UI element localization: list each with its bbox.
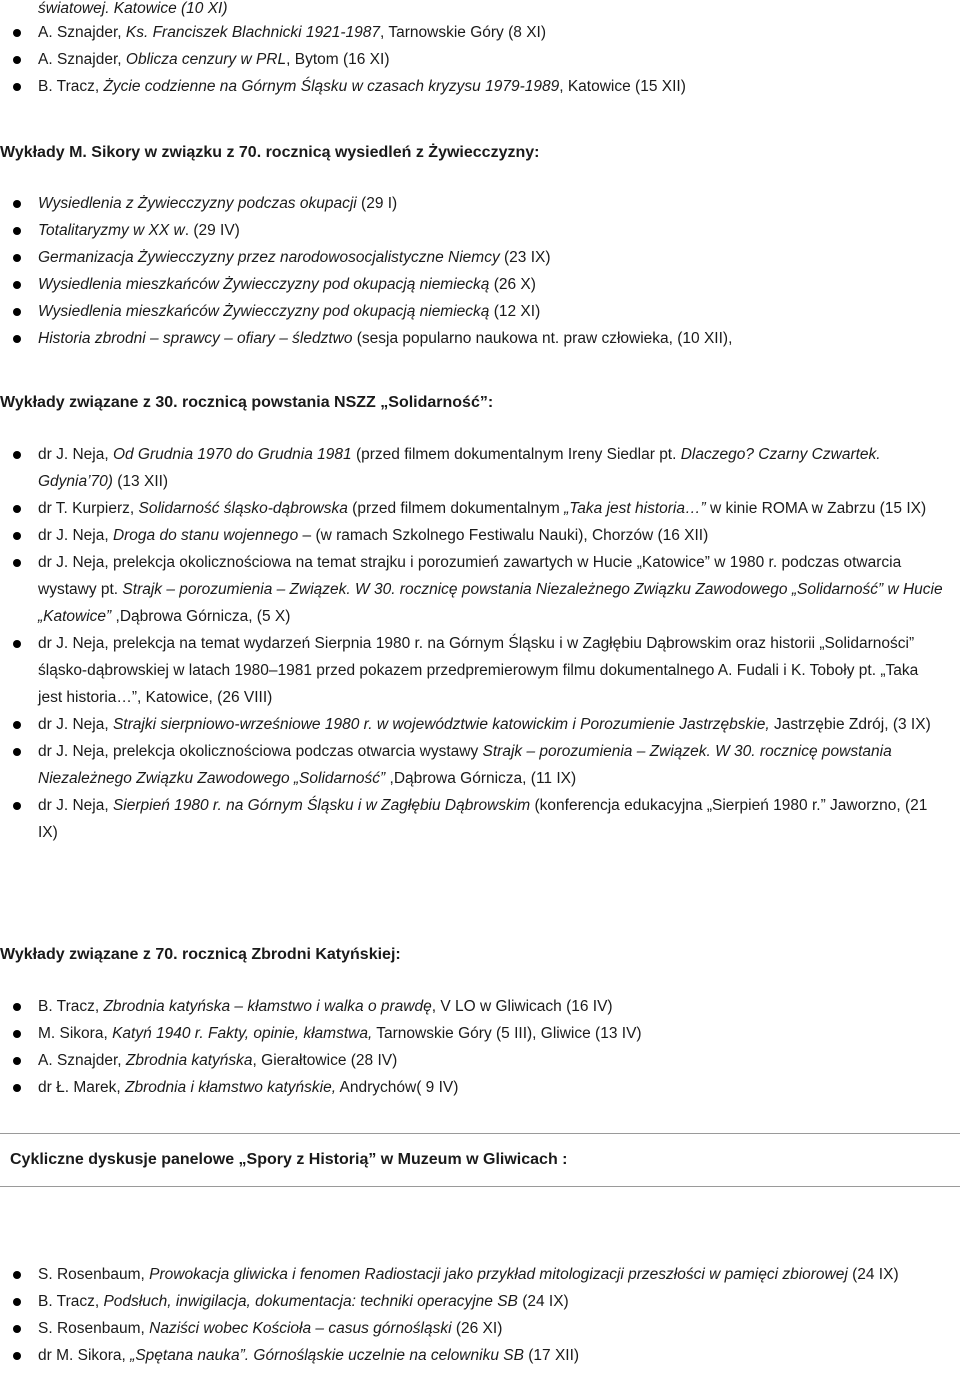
list-item: dr J. Neja, prelekcja okolicznościowa na temat strajku i porozumień zawartych w Hucie „Katowice” w 1980 r. podczas otwarcia wystawy pt. Strajk – porozumienia – Związek. W 30. rocznicę powstania Niezależnego Związku Zawodowego „Solidarność” w Hucie „Katowice” ,Dąbrowa Górnicza, (5 X) xyxy=(0,549,960,630)
lectures-list-2 xyxy=(0,190,960,352)
list-item: Historia zbrodni – sprawcy – ofiary – śledztwo (sesja popularno naukowa nt. praw człowieka, (10 XII), xyxy=(0,325,960,352)
list-item: M. Sikora, Katyń 1940 r. Fakty, opinie, kłamstwa, Tarnowskie Góry (5 III), Gliwice (13 IV) xyxy=(0,1020,960,1047)
list-item: B. Tracz, Życie codzienne na Górnym Śląsku w czasach kryzysu 1979-1989, Katowice (15 XII) xyxy=(0,73,960,100)
section-heading-text: Cykliczne dyskusje panelowe „Spory z Historią” w Muzeum w Gliwicach : xyxy=(10,1151,568,1168)
list-item: Totalitaryzmy w XX w. (29 IV) xyxy=(0,217,960,244)
list-item: A. Sznajder, Ks. Franciszek Blachnicki 1921-1987, Tarnowskie Góry (8 XI) xyxy=(0,19,960,46)
list-item: dr M. Sikora, „Spętana nauka”. Górnośląskie uczelnie na celowniku SB (17 XII) xyxy=(0,1342,960,1369)
list-item: dr T. Kurpierz, Solidarność śląsko-dąbrowska (przed filmem dokumentalnym „Taka jest historia…” w kinie ROMA w Zabrzu (15 IX) xyxy=(0,495,960,522)
list-item: dr J. Neja, Od Grudnia 1970 do Grudnia 1981 (przed filmem dokumentalnym Ireny Siedlar pt. Dlaczego? Czarny Czwartek. Gdynia’70) (13 XII) xyxy=(0,441,960,495)
list-item: A. Sznajder, Oblicza cenzury w PRL, Bytom (16 XI) xyxy=(0,46,960,73)
list-item: dr Ł. Marek, Zbrodnia i kłamstwo katyńskie, Andrychów( 9 IV) xyxy=(0,1074,960,1101)
continued-line: światowej. Katowice (10 XI) xyxy=(38,0,228,17)
list-item: Wysiedlenia z Żywiecczyzny podczas okupacji (29 I) xyxy=(0,190,960,217)
list-item: Germanizacja Żywiecczyzny przez narodowosocjalistyczne Niemcy (23 IX) xyxy=(0,244,960,271)
list-item: dr J. Neja, prelekcja na temat wydarzeń Sierpnia 1980 r. na Górnym Śląsku i w Zagłębiu Dąbrowskim oraz historii „Solidarności” śląsko-dąbrowskiej w latach 1980–1981 przed pokazem przedpremierowym filmu dokumentalnego A. Fudali i K. Toboły pt. „Taka jest historia…”, Katowice, (26 VIII) xyxy=(0,630,960,711)
list-item: dr J. Neja, Sierpień 1980 r. na Górnym Śląsku i w Zagłębiu Dąbrowskim (konferencja edukacyjna „Sierpień 1980 r.” Jaworzno, (21 IX) xyxy=(0,792,960,846)
section-heading-solidarnosc: Wykłady związane z 30. rocznicą powstania NSZZ „Solidarność”: xyxy=(0,394,494,411)
list-item: Wysiedlenia mieszkańców Żywiecczyzny pod okupacją niemiecką (26 X) xyxy=(0,271,960,298)
list-item: Wysiedlenia mieszkańców Żywiecczyzny pod okupacją niemiecką (12 XI) xyxy=(0,298,960,325)
section-heading-spory xyxy=(0,1133,960,1187)
list-item: A. Sznajder, Zbrodnia katyńska, Gierałtowice (28 IV) xyxy=(0,1047,960,1074)
list-item: dr J. Neja, prelekcja okolicznościowa podczas otwarcia wystawy Strajk – porozumienia – Związek. W 30. rocznicę powstania Niezależnego Związku Zawodowego „Solidarność” ,Dąbrowa Górnicza, (11 IX) xyxy=(0,738,960,792)
list-item: dr J. Neja, Strajki sierpniowo-wrześniowe 1980 r. w województwie katowickim i Porozumienie Jastrzębskie, Jastrzębie Zdrój, (3 IX) xyxy=(0,711,960,738)
list-item: B. Tracz, Podsłuch, inwigilacja, dokumentacja: techniki operacyjne SB (24 IX) xyxy=(0,1288,960,1315)
list-item: S. Rosenbaum, Naziści wobec Kościoła – casus górnośląski (26 XI) xyxy=(0,1315,960,1342)
section-heading-katyn: Wykłady związane z 70. rocznicą Zbrodni Katyńskiej: xyxy=(0,946,401,963)
list-item: dr J. Neja, Droga do stanu wojennego – (w ramach Szkolnego Festiwalu Nauki), Chorzów (16 XII) xyxy=(0,522,960,549)
lectures-list-4 xyxy=(0,993,960,1101)
lectures-list-1 xyxy=(0,19,960,100)
lectures-list-3 xyxy=(0,441,960,846)
lectures-list-5 xyxy=(0,1261,960,1369)
list-item: S. Rosenbaum, Prowokacja gliwicka i fenomen Radiostacji jako przykład mitologizacji przeszłości w pamięci zbiorowej (24 IX) xyxy=(0,1261,960,1288)
list-item: B. Tracz, Zbrodnia katyńska – kłamstwo i walka o prawdę, V LO w Gliwicach (16 IV) xyxy=(0,993,960,1020)
section-heading-sikora: Wykłady M. Sikory w związku z 70. rocznicą wysiedleń z Żywiecczyzny: xyxy=(0,144,540,161)
